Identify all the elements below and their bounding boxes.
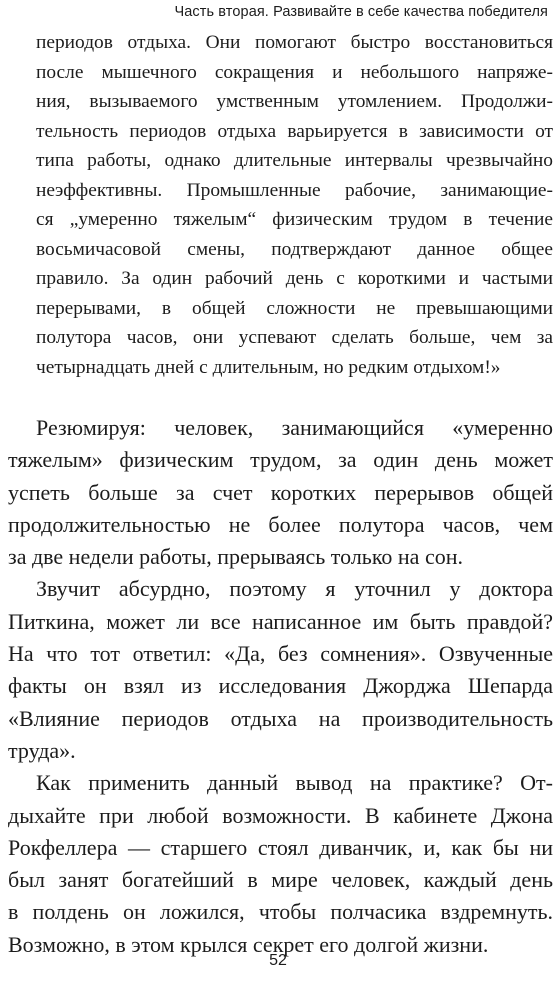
quote-line: ния, вызываемого умственным утомлением. Продолжи-	[36, 91, 553, 112]
text-line: труда».	[8, 737, 76, 763]
paragraph-absurd	[8, 573, 553, 767]
quote-line: восьмичасовой смены, подтверждают данное общее	[36, 238, 553, 260]
text-line: тяжелым» физическим трудом, за один день может	[8, 447, 553, 473]
text-line: Возможно, в этом крылся секрет его долгой жизни.	[8, 931, 489, 957]
quote-line: после мышечного сокращения и небольшого напряже-	[36, 61, 553, 83]
paragraph-practice	[8, 767, 553, 961]
quoted-passage	[36, 28, 553, 382]
quote-line: тельность периодов отдыха варьируется в зависимости от	[36, 120, 553, 142]
quote-line: типа работы, однако длительные интервалы чрезвычайно	[36, 150, 553, 171]
quote-line: неэффективны. Промышленные рабочие, занимающие-	[36, 179, 553, 201]
text-line: Рокфеллера — старшего стоял диванчик, и, как бы ни	[8, 834, 553, 860]
paragraph-summary	[8, 412, 553, 573]
text-line: факты он взял из исследования Джорджа Шепарда	[8, 673, 553, 699]
running-header: Часть вторая. Развивайте в себе качества победителя	[174, 4, 548, 20]
text-line: Резюмируя: человек, занимающийся «умеренно	[36, 415, 553, 440]
quote-line: ся „умеренно тяжелым“ физическим трудом в течение	[36, 209, 553, 230]
text-line: за две недели работы, прерываясь только на сон.	[8, 544, 463, 570]
text-line: Питкина, может ли все написанное им быть правдой?	[8, 608, 553, 634]
text-line: был занят богатейший в мире человек, каждый день	[8, 867, 553, 893]
text-line: в полдень он ложился, чтобы полчасика вздремнуть.	[8, 899, 553, 925]
quote-line: четырнадцать дней с длительным, но редким отдыхом!»	[36, 356, 501, 378]
body-text	[8, 412, 553, 961]
quote-line: перерывами, в общей сложности не превышающими	[36, 297, 553, 319]
text-line: Как применить данный вывод на практике? От-	[36, 770, 553, 796]
quote-line: правило. За один рабочий день с короткими и частыми	[36, 268, 553, 289]
text-line: успеть больше за счет коротких перерывов общей	[8, 479, 553, 505]
text-line: продолжительностью не более полутора часов, чем	[8, 511, 553, 537]
text-line: Звучит абсурдно, поэтому я уточнил у доктора	[36, 576, 553, 602]
text-line: На что тот ответил: «Да, без сомнения». Озвученные	[8, 641, 553, 667]
text-line: «Влияние периодов отдыха на производительность	[8, 705, 553, 731]
quote-line: периодов отдыха. Они помогают быстро восстановиться	[36, 32, 553, 53]
page-number: 52	[269, 952, 287, 969]
quote-line: полутора часов, они успевают сделать больше, чем за	[36, 327, 553, 348]
text-line: дыхайте при любой возможности. В кабинете Джона	[8, 802, 553, 828]
